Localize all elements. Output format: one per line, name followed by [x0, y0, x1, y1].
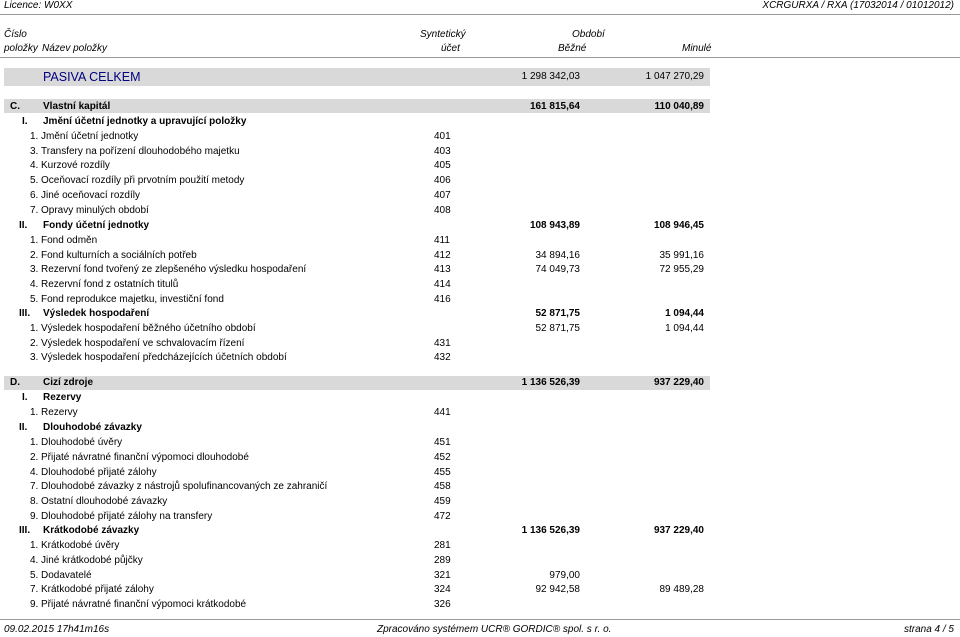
account-number: 458 [434, 481, 451, 492]
license-text: Licence: W0XX [4, 0, 73, 11]
current-value: 979,00 [549, 570, 580, 581]
item-name: Dlouhodobé přijaté zálohy [41, 467, 157, 478]
footer-page: strana 4 / 5 [903, 624, 954, 635]
item-name: Dlouhodobé závazky z nástrojů spolufinancovaných ze zahraničí [41, 481, 328, 492]
item-number: 5. [30, 570, 39, 581]
account-number: 407 [434, 190, 451, 201]
item-number: 5. [30, 294, 39, 305]
item-number: 4. [30, 555, 39, 566]
item-name: Fond odměn [41, 235, 98, 246]
account-number: 411 [434, 235, 450, 246]
item-name: Výsledek hospodaření předcházejících účetních období [41, 352, 287, 363]
account-number: 414 [434, 279, 451, 290]
item-name: Jmění účetní jednotky [41, 131, 139, 142]
col-account-label-1: Syntetický [420, 29, 466, 40]
col-account-label-2: účet [441, 43, 460, 54]
footer-date: 09.02.2015 17h41m16s [4, 624, 110, 635]
item-number: 4. [30, 160, 39, 171]
item-number: 1. [30, 407, 39, 418]
account-number: 321 [434, 570, 451, 581]
current-value: 52 871,75 [535, 323, 580, 334]
item-name: Fond kulturních a sociálních potřeb [41, 250, 197, 261]
item-number: 9. [30, 511, 39, 522]
previous-value: 937 229,40 [653, 377, 704, 388]
item-number: 9. [30, 599, 39, 610]
current-value: 52 871,75 [535, 308, 580, 319]
current-value: 161 815,64 [529, 101, 580, 112]
item-number: III. [19, 308, 31, 319]
item-number: 1. [30, 437, 39, 448]
column-header-divider [0, 57, 960, 58]
item-name: Krátkodobé přijaté zálohy [41, 584, 154, 595]
col-previous-label: Minulé [682, 43, 712, 54]
account-number: 405 [434, 160, 451, 171]
item-name: Jmění účetní jednotky a upravující položky [43, 116, 247, 127]
item-name: Výsledek hospodaření běžného účetního období [41, 323, 256, 334]
account-number: 412 [434, 250, 451, 261]
item-number: 3. [30, 352, 39, 363]
total-previous-value: 1 047 270,29 [645, 71, 704, 82]
col-name-label: Název položky [42, 43, 108, 54]
account-number: 324 [434, 584, 451, 595]
item-number: 4. [30, 467, 39, 478]
item-number: 2. [30, 250, 39, 261]
item-name: Rezervy [43, 392, 82, 403]
item-name: Dlouhodobé přijaté zálohy na transfery [41, 511, 213, 522]
previous-value: 1 094,44 [665, 323, 704, 334]
current-value: 1 136 526,39 [521, 377, 580, 388]
item-number: 2. [30, 452, 39, 463]
account-number: 472 [434, 511, 451, 522]
item-number: I. [22, 116, 28, 127]
item-number: 7. [30, 584, 39, 595]
account-number: 413 [434, 264, 451, 275]
item-name: Krátkodobé závazky [43, 525, 140, 536]
current-value: 74 049,73 [535, 264, 580, 275]
item-name: Kurzové rozdíly [41, 160, 110, 171]
previous-value: 937 229,40 [653, 525, 704, 536]
item-name: Ostatní dlouhodobé závazky [41, 496, 168, 507]
col-number-label-2: položky [4, 43, 38, 54]
previous-value: 89 489,28 [659, 584, 704, 595]
item-name: Rezervní fond tvořený ze zlepšeného výsledku hospodaření [41, 264, 307, 275]
account-number: 403 [434, 146, 451, 157]
item-name: Přijaté návratné finanční výpomoci krátkodobé [41, 599, 247, 610]
item-number: C. [10, 101, 20, 112]
item-number: II. [19, 220, 28, 231]
account-number: 281 [434, 540, 451, 551]
account-number: 451 [434, 437, 451, 448]
item-number: II. [19, 422, 28, 433]
item-number: 1. [30, 131, 39, 142]
previous-value: 110 040,89 [654, 101, 704, 112]
item-number: III. [19, 525, 31, 536]
col-number-label-1: Číslo [4, 29, 27, 40]
account-number: 289 [434, 555, 451, 566]
item-name: Dlouhodobé závazky [43, 422, 142, 433]
account-number: 408 [434, 205, 451, 216]
item-name: Výsledek hospodaření ve schvalovacím řízení [41, 338, 245, 349]
item-number: 2. [30, 338, 39, 349]
account-number: 452 [434, 452, 451, 463]
item-name: Jiné oceňovací rozdíly [41, 190, 140, 201]
footer-system: Zpracováno systémem UCR® GORDIC® spol. s r. o. [377, 624, 612, 635]
account-number: 459 [434, 496, 451, 507]
item-name: Jiné krátkodobé půjčky [41, 555, 143, 566]
item-number: 3. [30, 146, 39, 157]
item-number: 3. [30, 264, 39, 275]
account-number: 455 [434, 467, 451, 478]
account-number: 441 [434, 407, 451, 418]
total-label: PASIVA CELKEM [43, 70, 141, 84]
account-number: 431 [434, 338, 451, 349]
report-id: XCRGURXA / RXA (17032014 / 01012012) [762, 0, 954, 11]
item-name: Cizí zdroje [43, 377, 94, 388]
item-name: Vlastní kapitál [43, 101, 111, 112]
item-name: Dlouhodobé úvěry [41, 437, 123, 448]
account-number: 406 [434, 175, 451, 186]
item-name: Přijaté návratné finanční výpomoci dlouhodobé [41, 452, 249, 463]
item-number: I. [22, 392, 28, 403]
item-name: Rezervní fond z ostatních titulů [41, 279, 179, 290]
item-name: Oceňovací rozdíly při prvotním použití metody [41, 175, 245, 186]
current-value: 108 943,89 [529, 220, 580, 231]
account-number: 416 [434, 294, 451, 305]
header-divider [0, 14, 960, 15]
current-value: 34 894,16 [535, 250, 580, 261]
item-number: D. [10, 377, 20, 388]
previous-value: 35 991,16 [659, 250, 704, 261]
item-number: 8. [30, 496, 39, 507]
item-name: Opravy minulých období [41, 205, 149, 216]
item-name: Rezervy [41, 407, 78, 418]
item-number: 6. [30, 190, 39, 201]
account-number: 432 [434, 352, 451, 363]
item-number: 1. [30, 540, 39, 551]
account-number: 401 [434, 131, 451, 142]
item-name: Dodavatelé [41, 570, 92, 581]
item-name: Fond reprodukce majetku, investiční fond [41, 294, 224, 305]
item-name: Krátkodobé úvěry [41, 540, 120, 551]
item-name: Fondy účetní jednotky [43, 220, 150, 231]
item-number: 1. [30, 323, 39, 334]
current-value: 1 136 526,39 [521, 525, 580, 536]
item-number: 7. [30, 481, 39, 492]
col-period-label: Období [572, 29, 605, 40]
item-number: 1. [30, 235, 39, 246]
total-current-value: 1 298 342,03 [521, 71, 580, 82]
footer-divider [0, 619, 960, 620]
previous-value: 1 094,44 [665, 308, 704, 319]
current-value: 92 942,58 [535, 584, 580, 595]
item-name: Transfery na pořízení dlouhodobého majetku [41, 146, 240, 157]
account-number: 326 [434, 599, 451, 610]
item-number: 5. [30, 175, 39, 186]
item-number: 7. [30, 205, 39, 216]
item-name: Výsledek hospodaření [43, 308, 150, 319]
col-current-label: Běžné [558, 43, 587, 54]
item-number: 4. [30, 279, 39, 290]
previous-value: 108 946,45 [653, 220, 704, 231]
previous-value: 72 955,29 [659, 264, 704, 275]
